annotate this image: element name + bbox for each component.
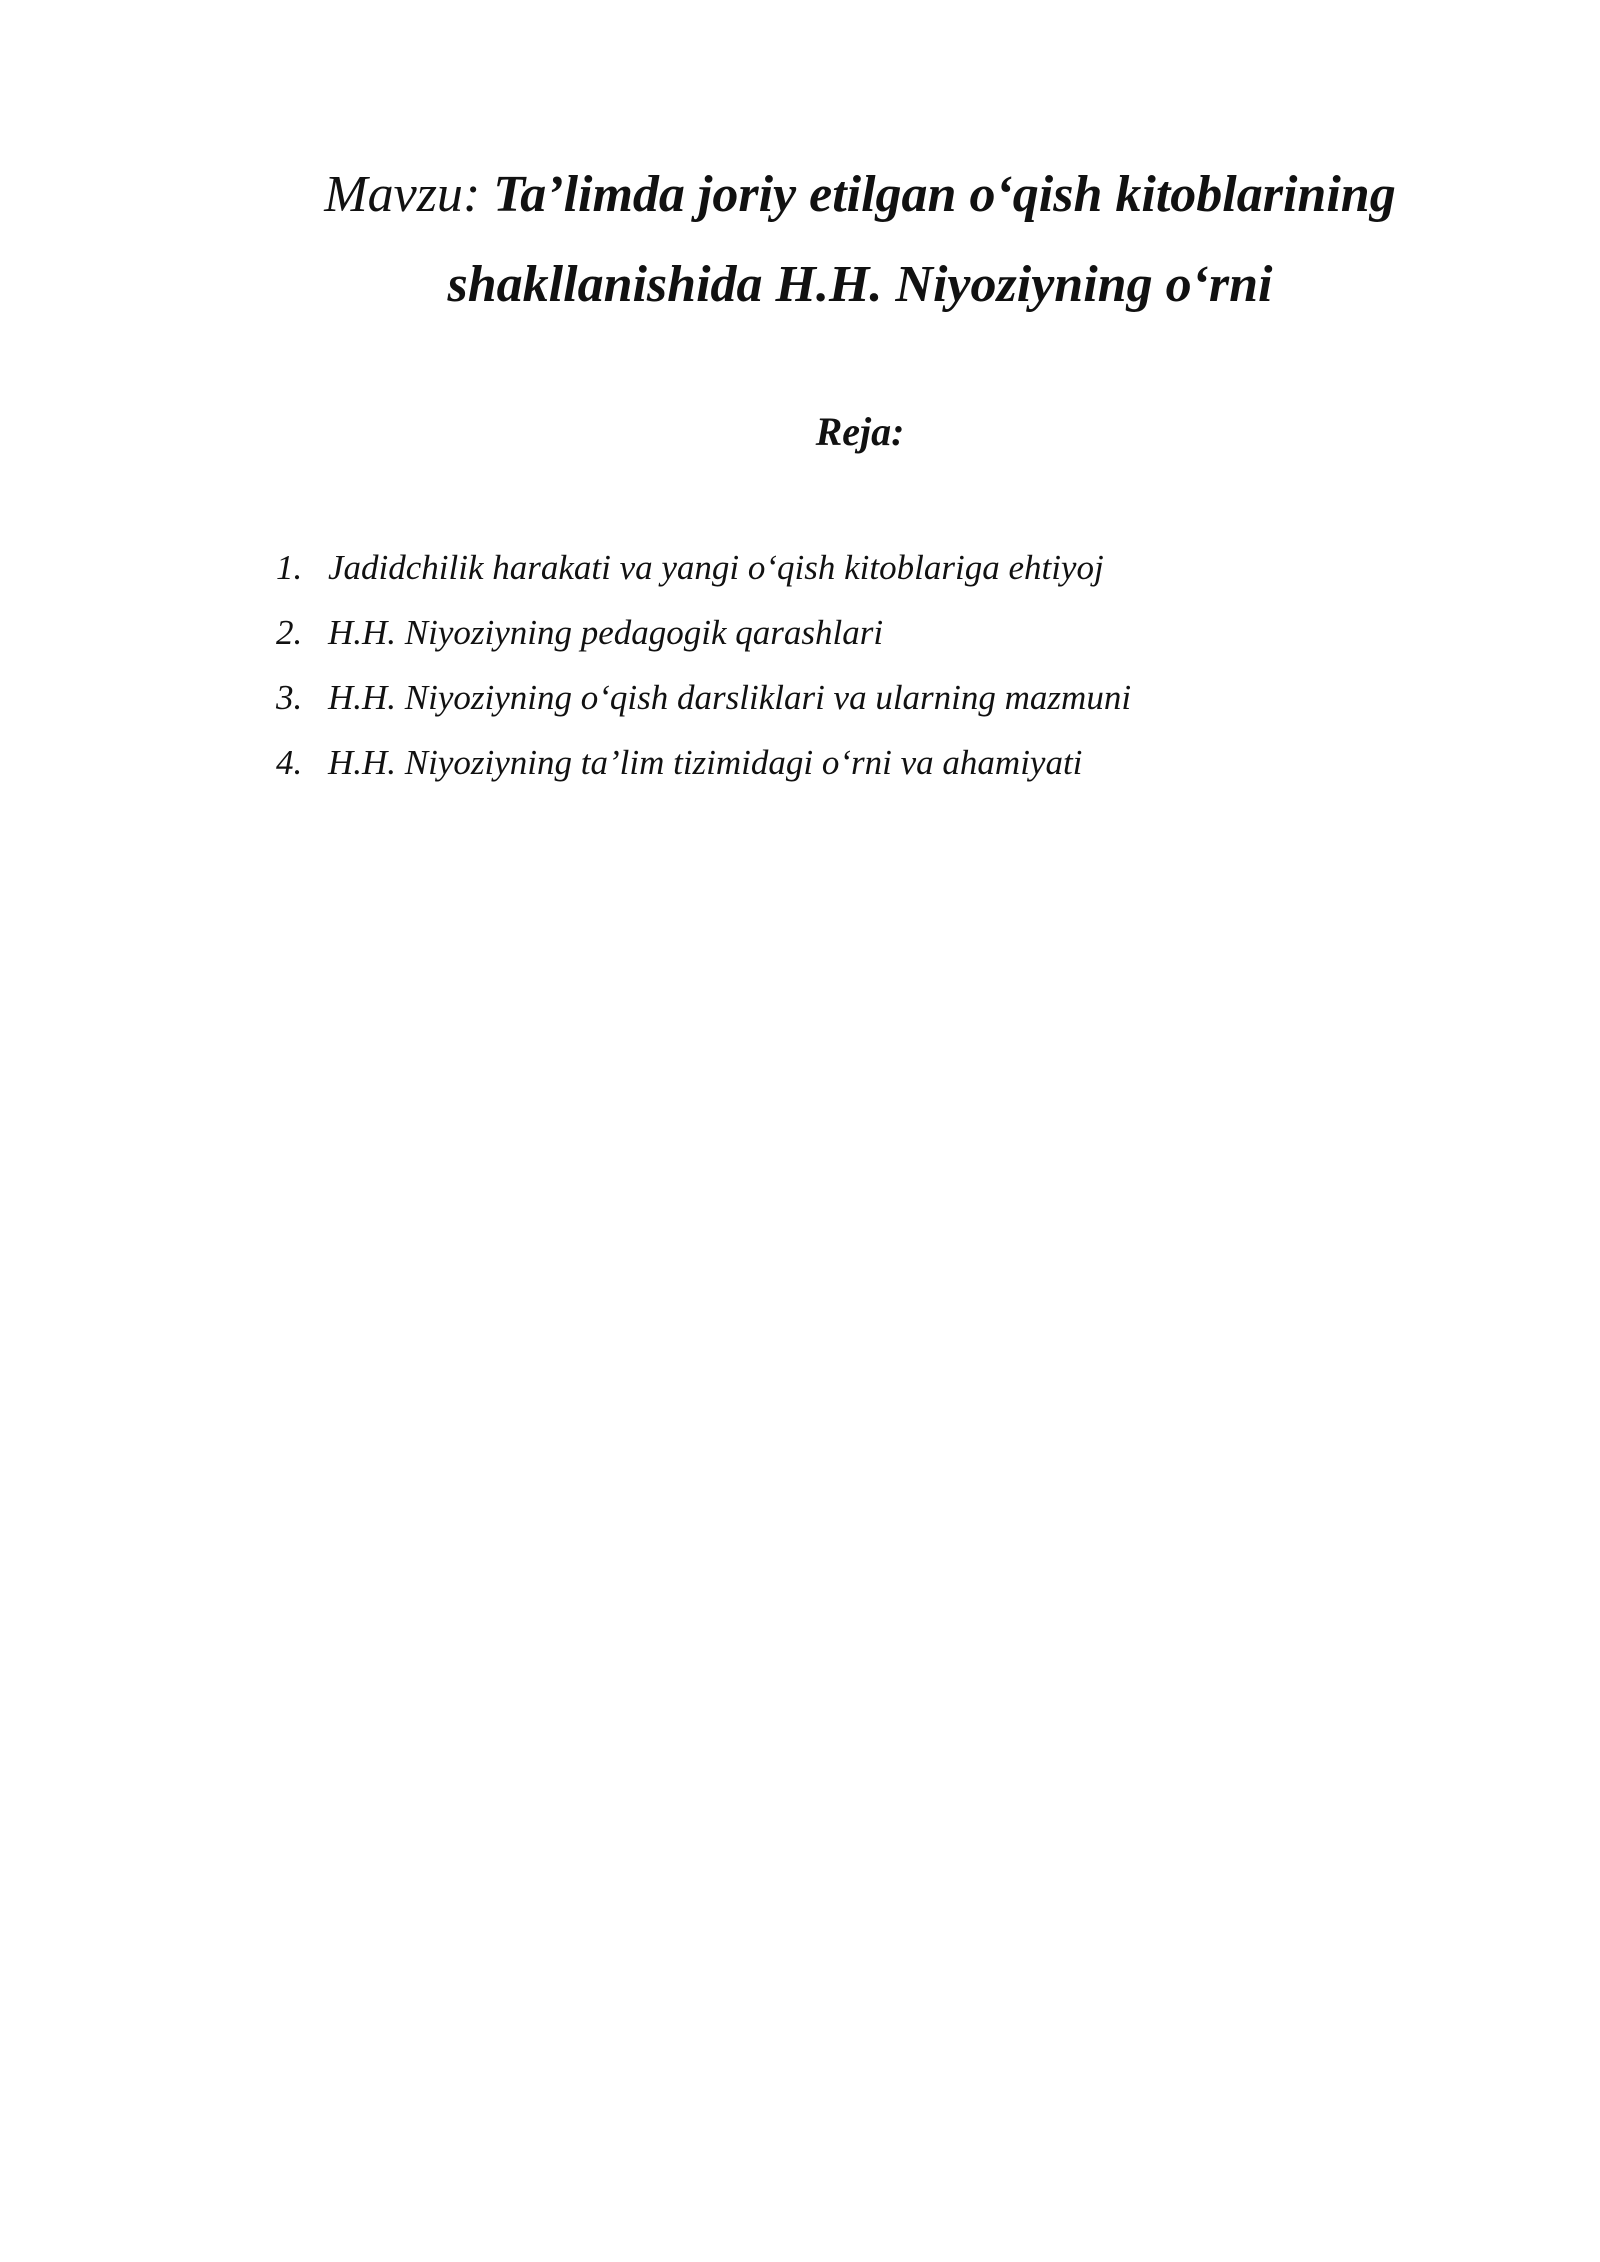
plan-item-text: Jadidchilik harakati va yangi o‘qish kitoblariga ehtiyoj bbox=[328, 548, 1104, 587]
plan-list bbox=[276, 535, 1476, 795]
plan-item-text: H.H. Niyoziyning o‘qish darsliklari va ularning mazmuni bbox=[328, 678, 1132, 717]
plan-item-number: 1. bbox=[276, 548, 303, 587]
plan-heading: Reja: bbox=[815, 409, 905, 454]
title-colon: : bbox=[462, 166, 481, 223]
title-topic: Ta’limda joriy etilgan o‘qish kitoblarining shakllanishida H.H. Niyoziyning o‘rni bbox=[447, 166, 1396, 313]
plan-item-text: H.H. Niyoziyning ta’lim tizimidagi o‘rni va ahamiyati bbox=[328, 743, 1083, 782]
plan-item-number: 3. bbox=[276, 678, 303, 717]
document-title bbox=[250, 150, 1470, 330]
plan-item bbox=[276, 600, 1476, 665]
plan-item bbox=[276, 535, 1476, 600]
plan-item bbox=[276, 665, 1476, 730]
plan-item-number: 4. bbox=[276, 743, 303, 782]
plan-item bbox=[276, 730, 1476, 795]
plan-item-number: 2. bbox=[276, 613, 303, 652]
plan-item-text: H.H. Niyoziyning pedagogik qarashlari bbox=[328, 613, 884, 652]
title-label: Mavzu bbox=[324, 166, 463, 223]
